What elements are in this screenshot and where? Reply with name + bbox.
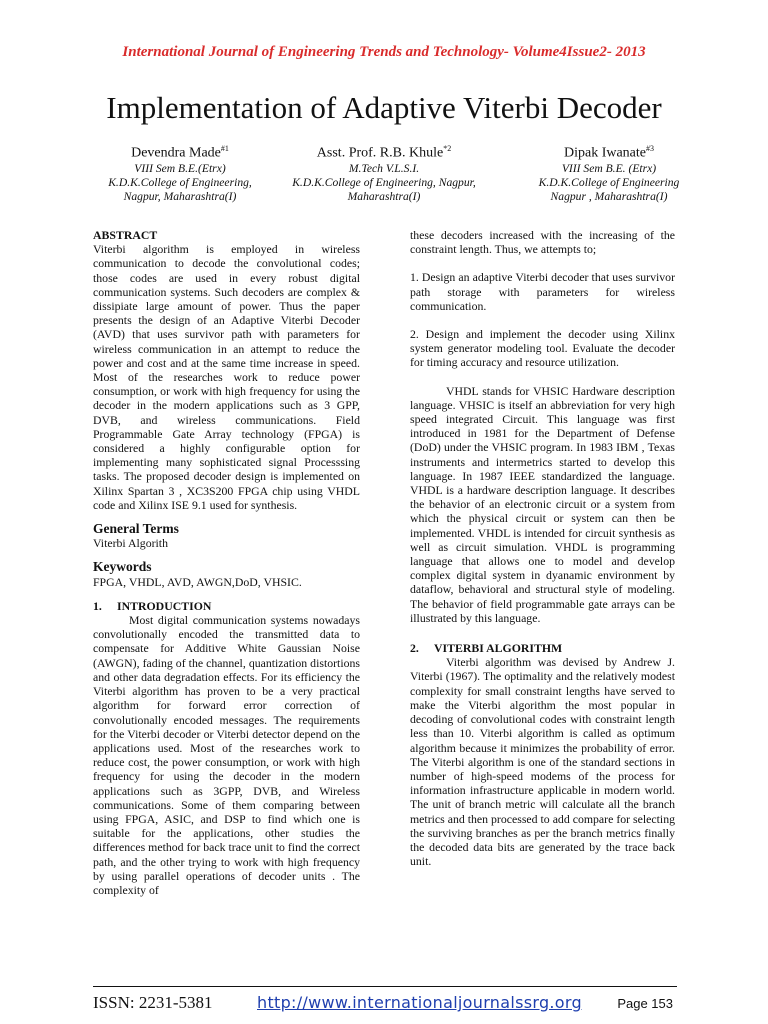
objective-item-2: 2. Design and implement the decoder using Xilinx system generator modeling tool. Evaluate the decoder for timing accuracy and resource utilization.	[410, 327, 675, 370]
objective-item-1: 1. Design an adaptive Viterbi decoder that uses survivor path storage with parameters for wireless communication.	[410, 270, 675, 313]
author-block-3	[502, 140, 716, 204]
author-name: Devendra Made$^{\#1}$	[131, 144, 229, 161]
author-affiliation: VIII Sem B.E. (Etrx)	[561, 161, 657, 175]
author-affiliation: Maharashtra(I)	[347, 189, 421, 203]
introduction-text: Most digital communication systems nowadays convolutionally encoded the transmitted data to compensate for Additive White Gaussian Noise (AWGN), fading of the channel, quantization distortions and other data degradation effects. For its efficiency the Viterbi algorithm has proven to be a very practical algorithm for forward error correction of convolutionally encoded messages. The requirements for the Viterbi decoder or Viterbi detector depend on the applications used. Most of the researches work to reduce cost, the power consumption, or work with high frequency for using the decoder in the modern applications such as 3GPP, DVB, and Wireless communications. Some of them comparing between using FPGA, ASIC, and DSP to find which one is suitable for the applications, other studies the differences method for back trace unit to find the correct path, and the other trying to work with high frequency by using parallel operations of decoder units . The complexity of	[93, 613, 360, 897]
footer-divider	[93, 986, 677, 987]
author-mark: *2	[443, 144, 452, 153]
issn-label: ISSN: 2231-5381	[93, 993, 213, 1012]
keywords-text: FPGA, VHDL, AVD, AWGN,DoD, VHSIC.	[93, 574, 302, 589]
introduction-heading: 1. INTRODUCTION	[93, 598, 212, 613]
general-terms-text: Viterbi Algorith	[93, 536, 168, 551]
journal-header: International Journal of Engineering Trends and Technology- Volume4Issue2- 2013	[122, 44, 646, 60]
author-name: Dipak Iwanate$^{\#3}$	[563, 144, 655, 161]
author-block-1	[70, 140, 290, 204]
author-name: Asst. Prof. R.B. Khule$^{*2}$	[316, 144, 452, 161]
abstract-text: Viterbi algorithm is employed in wireless communication to decode the convolutional codes; those codes are used in every robust digital communication systems. Such decoders are complex & dissipiate large amount of power. Thus the paper presents the design of an Adaptive Viterbi Decoder (AVD) that uses survivor path with parameters for wireless communication in an attempt to reduce the power and cost and at the same time increase in speed. Most of the researches work to reduce power consumption, or work with high frequency for using the decoder in the modern applications such as 3 GPP, DVB, and wireless communications. Field Programmable Gate Array technology (FPGA) is considered a highly configurable option for implementing many sophisticated signal Processsing tasks. The proposed decoder design is implemented on Xilinx Spartan 3 , XC3S200 FPGA chip using VHDL code and Xilinx ISE 9.1 used for synthesis.	[93, 242, 360, 512]
author-mark: #1	[220, 144, 229, 153]
author-affiliation: K.D.K.College of Engineering,	[108, 175, 252, 189]
page-number: Page 153	[617, 996, 673, 1011]
paper-title: Implementation of Adaptive Viterbi Decoder	[106, 90, 662, 125]
continuation-text: these decoders increased with the increasing of the constraint length. Thus, we attempts to;	[410, 228, 675, 257]
right-column	[410, 228, 675, 868]
keywords-heading: Keywords	[93, 559, 152, 575]
viterbi-algorithm-text: Viterbi algorithm was devised by Andrew J. Viterbi (1967). The optimality and the relatively modest complexity for small constraint lengths have served to make the Viterbi algorithm the most popular in decoding of convolutional codes with constraint length less than 10. Viterbi algorithm is called as optimum algorithm because it minimizes the probability of error. The Viterbi algorithm is one of the standard sections in number of high-speed modems of the process for information infrastructure applicable in modern world. The unit of branch metric will calculate all the branch metrics and then processed to add compare for selecting the surviving branches as per the branch metrics finally the decoded data bits are generated by the trace back unit.	[410, 655, 675, 869]
journal-url-link[interactable]: http://www.internationaljournalssrg.org	[257, 993, 582, 1012]
abstract-heading: ABSTRACT	[93, 228, 158, 242]
author-block-2	[272, 140, 496, 204]
viterbi-algorithm-heading: 2. VITERBI ALGORITHM	[410, 641, 563, 656]
left-column	[93, 228, 360, 897]
author-affiliation: VIII Sem B.E.(Etrx)	[134, 161, 226, 175]
general-terms-heading: General Terms	[93, 521, 179, 537]
author-affiliation: Nagpur , Maharashtra(I)	[550, 189, 668, 203]
author-mark: #3	[646, 144, 655, 153]
author-affiliation: K.D.K.College of Engineering	[538, 175, 680, 189]
vhdl-paragraph: VHDL stands for VHSIC Hardware description language. VHSIC is itself an abbreviation for very high speed integrated Circuit. This language was first introduced in 1981 for the Department of Defense (DoD) under the VHSIC program. In 1983 IBM , Texas instruments and intermetrics started to develop this language. In 1987 IEEE standardized the language. VHDL is a hardware description language. It describes the behavior of an electronic circuit or a system from which the physical circuit or system can then be implemented. VHDL is intended for circuit synthesis as well as circuit simulation. VHDL is programming language that allows one to model and develop complex digital system in dyanamic environment by dataflow, behavioral and structural style of modeling. The behavior of field programmable gate arrays can be illustrated by this language.	[410, 383, 675, 625]
author-affiliation: Nagpur, Maharashtra(I)	[123, 189, 237, 203]
author-affiliation: M.Tech V.L.S.I.	[348, 161, 420, 175]
author-affiliation: K.D.K.College of Engineering, Nagpur,	[292, 175, 476, 189]
